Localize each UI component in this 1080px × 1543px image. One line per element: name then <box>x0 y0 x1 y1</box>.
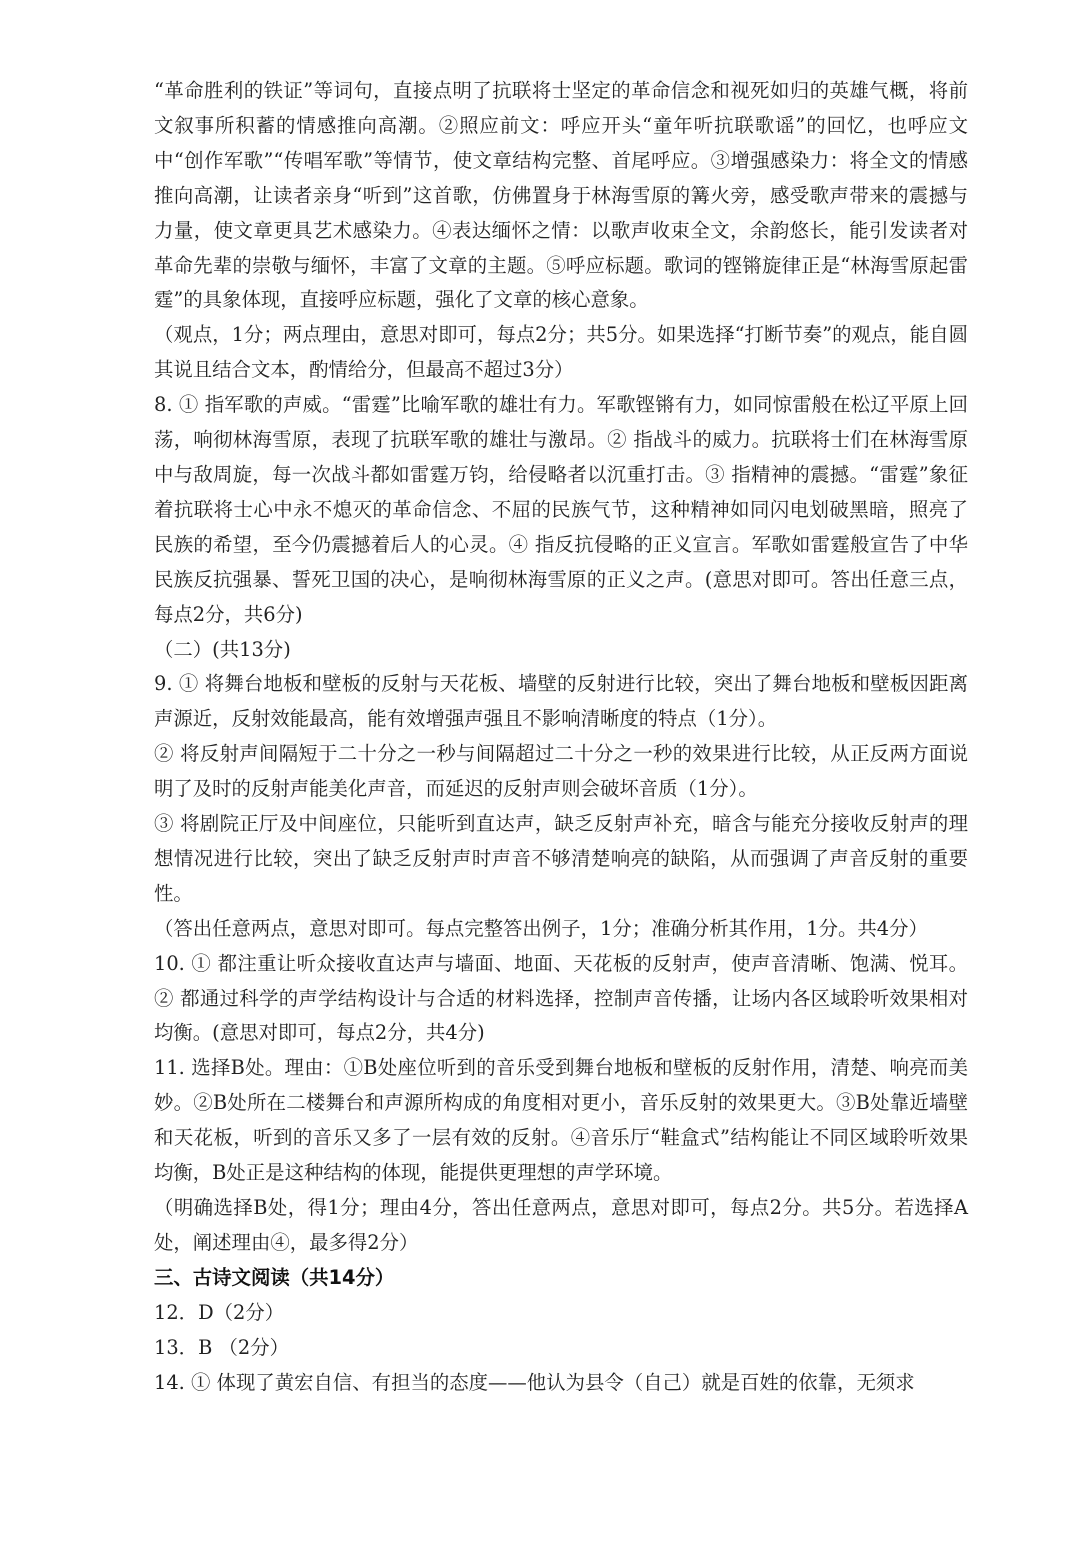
answer-9-point-1: 9. ① 将舞台地板和壁板的反射与天花板、墙壁的反射进行比较，突出了舞台地板和壁板因距离声源近，反射效能最高，能有效增强声强且不影响清晰度的特点（1分）。 <box>154 672 968 731</box>
answer-9-point-3: ③ 将剧院正厅及中间座位，只能听到直达声，缺乏反射声补充，暗含与能充分接收反射声的理想情况进行比较，突出了缺乏反射声时声音不够清楚响亮的缺陷，从而强调了声音反射的重要性。 <box>154 812 968 905</box>
answer-7-scoring-note: （观点，1分；两点理由，意思对即可，每点2分；共5分。如果选择“打断节奏”的观点，能自圆其说且结合文本，酌情给分，但最高不超过3分） <box>154 323 968 382</box>
answer-7-continuation: “革命胜利的铁证”等词句，直接点明了抗联将士坚定的革命信念和视死如归的英雄气概，将前文叙事所积蓄的情感推向高潮。②照应前文：呼应开头“童年听抗联歌谣”的回忆，也呼应文中“创作军歌”“传唱军歌”等情节，使文章结构完整、首尾呼应。③增强感染力：将全文的情感推向高潮，让读者亲身“听到”这首歌，仿佛置身于林海雪原的篝火旁，感受歌声带来的震撼与力量，使文章更具艺术感染力。④表达缅怀之情：以歌声收束全文，余韵悠长，能引发读者对革命先辈的崇敬与缅怀，丰富了文章的主题。⑤呼应标题。歌词的铿锵旋律正是“林海雪原起雷霆”的具象体现，直接呼应标题，强化了文章的核心意象。 <box>154 79 968 312</box>
answer-9-point-2: ② 将反射声间隔短于二十分之一秒与间隔超过二十分之一秒的效果进行比较，从正反两方面说明了及时的反射声能美化声音，而延迟的反射声则会破坏音质（1分）。 <box>154 742 968 801</box>
answer-11-scoring-note: （明确选择B处，得1分；理由4分，答出任意两点，意思对即可，每点2分。共5分。若选择A处，阐述理由④，最多得2分） <box>154 1196 968 1254</box>
answer-14: 14. ① 体现了黄宏自信、有担当的态度——他认为县令（自己）就是百姓的依靠，无须求 <box>154 1370 915 1394</box>
answer-11: 11. 选择B处。理由：①B处座位听到的音乐受到舞台地板和壁板的反射作用，清楚、响亮而美妙。②B处所在二楼舞台和声源所构成的角度相对更小，音乐反射的效果更大。③B处靠近墙壁和天花板，听到的音乐又多了一层有效的反射。④音乐厅“鞋盒式”结构能让不同区域聆听效果均衡，B处正是这种结构的体现，能提供更理想的声学环境。 <box>154 1056 968 1185</box>
answer-8: 8. ① 指军歌的声威。“雷霆”比喻军歌的雄壮有力。军歌铿锵有力，如同惊雷般在松辽平原上回荡，响彻林海雪原，表现了抗联军歌的雄壮与激昂。② 指战斗的威力。抗联将士们在林海雪原中与敌周旋，每一次战斗都如雷霆万钧，给侵略者以沉重打击。③ 指精神的震撼。“雷霆”象征着抗联将士心中永不熄灭的革命信念、不屈的民族气节，这种精神如同闪电划破黑暗，照亮了民族的希望，至今仍震撼着后人的心灵。④ 指反抗侵略的正义宣言。军歌如雷霆般宣告了中华民族反抗强暴、誓死卫国的决心，是响彻林海雪原的正义之声。(意思对即可。答出任意三点，每点2分，共6分) <box>154 393 968 626</box>
answer-9-scoring-note: （答出任意两点，意思对即可。每点完整答出例子，1分；准确分析其作用，1分。共4分） <box>154 916 928 940</box>
subsection-2-heading: （二）(共13分) <box>154 637 291 661</box>
answer-12: 12．D（2分） <box>154 1300 285 1324</box>
answer-10: 10. ① 都注重让听众接收直达声与墙面、地面、天花板的反射声，使声音清晰、饱满、悦耳。② 都通过科学的声学结构设计与合适的材料选择，控制声音传播，让场内各区域聆听效果相对均衡。(意思对即可，每点2分，共4分) <box>154 951 968 1045</box>
section-3-heading: 三、古诗文阅读（共14分） <box>154 1265 395 1289</box>
answer-key-page <box>154 74 968 1400</box>
answer-13: 13．B （2分） <box>154 1335 289 1359</box>
